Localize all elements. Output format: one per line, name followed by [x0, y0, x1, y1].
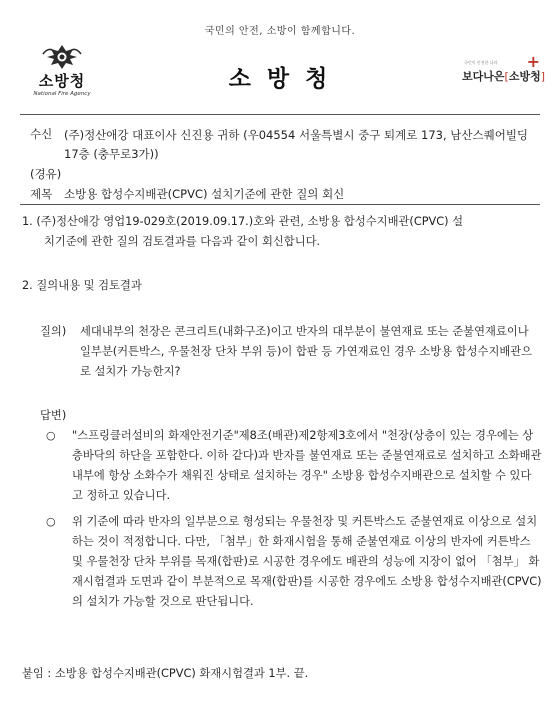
subject: 소방용 합성수지배관(CPVC) 설치기준에 관한 질의 회신 [64, 187, 345, 201]
paragraph-1-line-2: 치기준에 관한 질의 검토결과를 다음과 같이 회신합니다. [44, 235, 321, 248]
question-label: 질의) [40, 325, 67, 338]
bullet-icon: ○ [46, 429, 56, 442]
header-divider [20, 114, 540, 115]
paragraph-1-line-1: 1. (주)정산애강 영업19-029호(2019.09.17.)호와 관련, 소방용 합성수지배관(CPVC) 설 [22, 215, 464, 228]
answer-label: 답변) [40, 409, 67, 422]
answer-item-1 [46, 426, 542, 506]
brand-slogan-left: 보다나은 [462, 70, 505, 83]
bullet-icon: ○ [46, 515, 56, 528]
logo-text: 소방청 [38, 72, 86, 90]
brand-mark [460, 52, 545, 92]
logo-english-text: National Fire Agency [33, 91, 91, 97]
question-text: 세대내부의 천장은 콘크리트(내화구조)이고 반자의 대부분이 불연재료 또는 준불연재료이나 일부분(커튼박스, 우물천장 단차 부위 등)이 합판 등 가연재료인 경우 소방용 합성수지배관으로 설치가 가능한지? [80, 325, 533, 378]
recipient-label: 수신 [30, 127, 53, 141]
brand-tagline: 국민이 안전한 나라 [464, 60, 498, 65]
brand-slogan: 보다나은[소방청] [462, 70, 545, 83]
via-line: (경유) [30, 167, 62, 181]
section-heading: 2. 질의내용 및 검토결과 [22, 279, 142, 292]
slogan: 국민의 안전, 소방이 함께합니다. [204, 26, 356, 37]
subject-label: 제목 [30, 187, 53, 201]
subject-divider [20, 204, 540, 205]
answer-item-2 [46, 512, 542, 612]
plus-icon: + [526, 52, 540, 71]
brand-slogan-right: 소방청 [508, 70, 541, 83]
answer-item-1-text: "스프링클러설비의 화재안전기준"제8조(배관)제2항제3호에서 "천장(상층이 있는 경우에는 상층바닥의 하단을 포함한다. 이하 같다)과 반자를 불연재료 또는 준불연재료로 설치하고 소화배관 내부에 항상 소화수가 채워진 상태로 설치하는 경우" 소방용 합성수지배관으로 설치할 수 있다고 정하고 있습니다. [72, 429, 542, 502]
answer-item-2-text: 위 기준에 따라 반자의 일부분으로 형성되는 우물천장 및 커튼박스도 준불연재료 이상으로 설치하는 것이 적정합니다. 다만, 「첨부」한 화재시험을 통해 준불연재료 이상의 반자에 커튼박스 및 우물천장 단차 부위를 목재(합판)로 시공한 경우에도 배관의 성능에 지장이 없어 「첨부」 화재시험결과 도면과 같이 부분적으로 목재(합판)를 시공한 경우에도 소방용 합성수지배관(CPVC)의 설치가 가능할 것으로 판단됩니다. [72, 515, 542, 608]
subject-line [30, 184, 344, 204]
paragraph-1 [22, 212, 542, 252]
attachment-line: 붙임 : 소방용 합성수지배관(CPVC) 화재시험결과 1부. 끝. [22, 667, 309, 680]
agency-title: 소 방 청 [228, 66, 332, 92]
recipient: (주)정산애강 대표이사 신진용 귀하 (우04554 서울특별시 중구 퇴계로 173, 남산스퀘어빌딩 17층 (충무로3가)) [64, 128, 529, 161]
